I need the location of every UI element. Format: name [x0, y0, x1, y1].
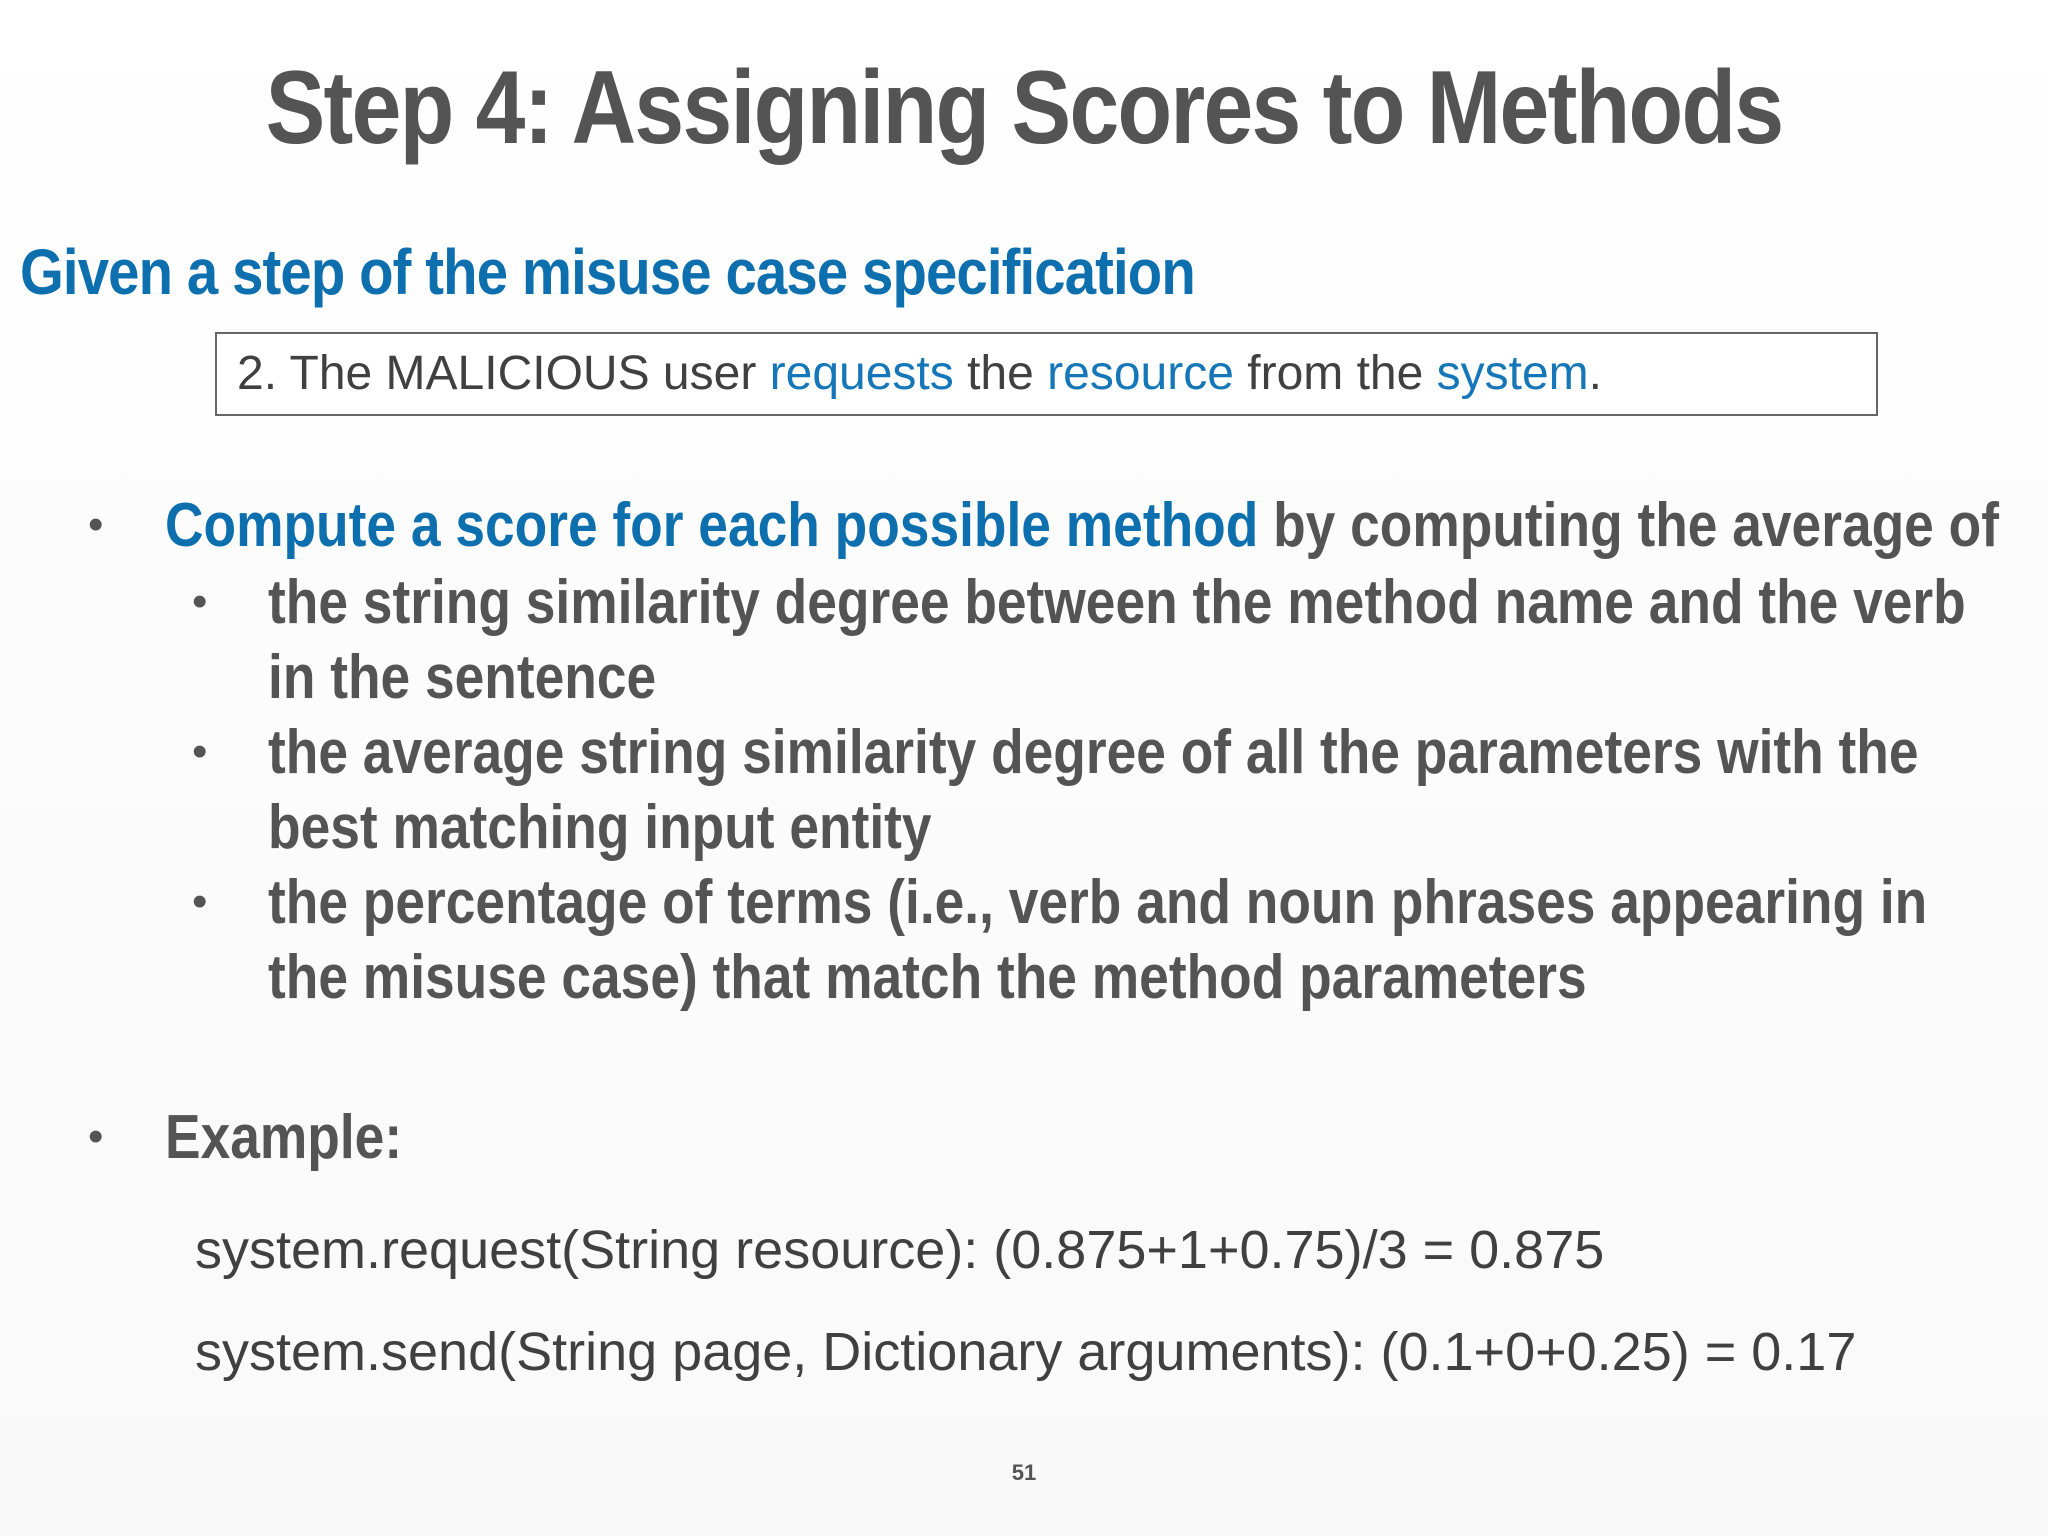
sub-bullet-line: the percentage of terms (i.e., verb and noun phrases appearing in [268, 868, 1928, 937]
sub-bullet-line: the misuse case) that match the method parameters [268, 943, 1587, 1012]
spec-verb-highlight: requests [769, 347, 954, 400]
spec-object-highlight: resource [1047, 347, 1234, 400]
sub-bullet-line: the string similarity degree between the method name and the verb [268, 568, 1966, 637]
spec-target-highlight: system [1436, 347, 1589, 400]
main-bullet-highlight: Compute a score for each possible method [165, 491, 1259, 560]
example-label: Example: [165, 1103, 403, 1172]
sub-bullet-line: best matching input entity [268, 793, 932, 862]
sub-bullet-line: in the sentence [268, 643, 657, 712]
spec-text-part: the [953, 347, 1048, 400]
sub-bullet-marker: • [192, 727, 208, 776]
spec-text-part: 2. The MALICIOUS user [237, 347, 770, 400]
spec-step-box [215, 332, 1878, 416]
slide-title: Step 4: Assigning Scores to Methods [265, 50, 1783, 166]
example-line: system.request(String resource): (0.875+1+0.75)/3 = 0.875 [195, 1220, 1605, 1280]
sub-bullet-marker: • [192, 577, 208, 626]
main-bullet-compute [165, 488, 1999, 564]
slide-subtitle: Given a step of the misuse case specification [20, 236, 1195, 308]
spec-step-text [237, 344, 1602, 404]
spec-text-part: from the [1233, 347, 1437, 400]
bullet-marker: • [88, 1112, 104, 1161]
bullet-marker: • [88, 500, 104, 549]
page-number: 51 [1011, 1460, 1037, 1485]
spec-text-part: . [1588, 347, 1602, 400]
main-bullet-rest: by computing the average of [1258, 491, 1999, 560]
example-line: system.send(String page, Dictionary arguments): (0.1+0+0.25) = 0.17 [195, 1322, 1857, 1382]
sub-bullet-line: the average string similarity degree of all the parameters with the [268, 718, 1919, 787]
sub-bullet-marker: • [192, 877, 208, 926]
